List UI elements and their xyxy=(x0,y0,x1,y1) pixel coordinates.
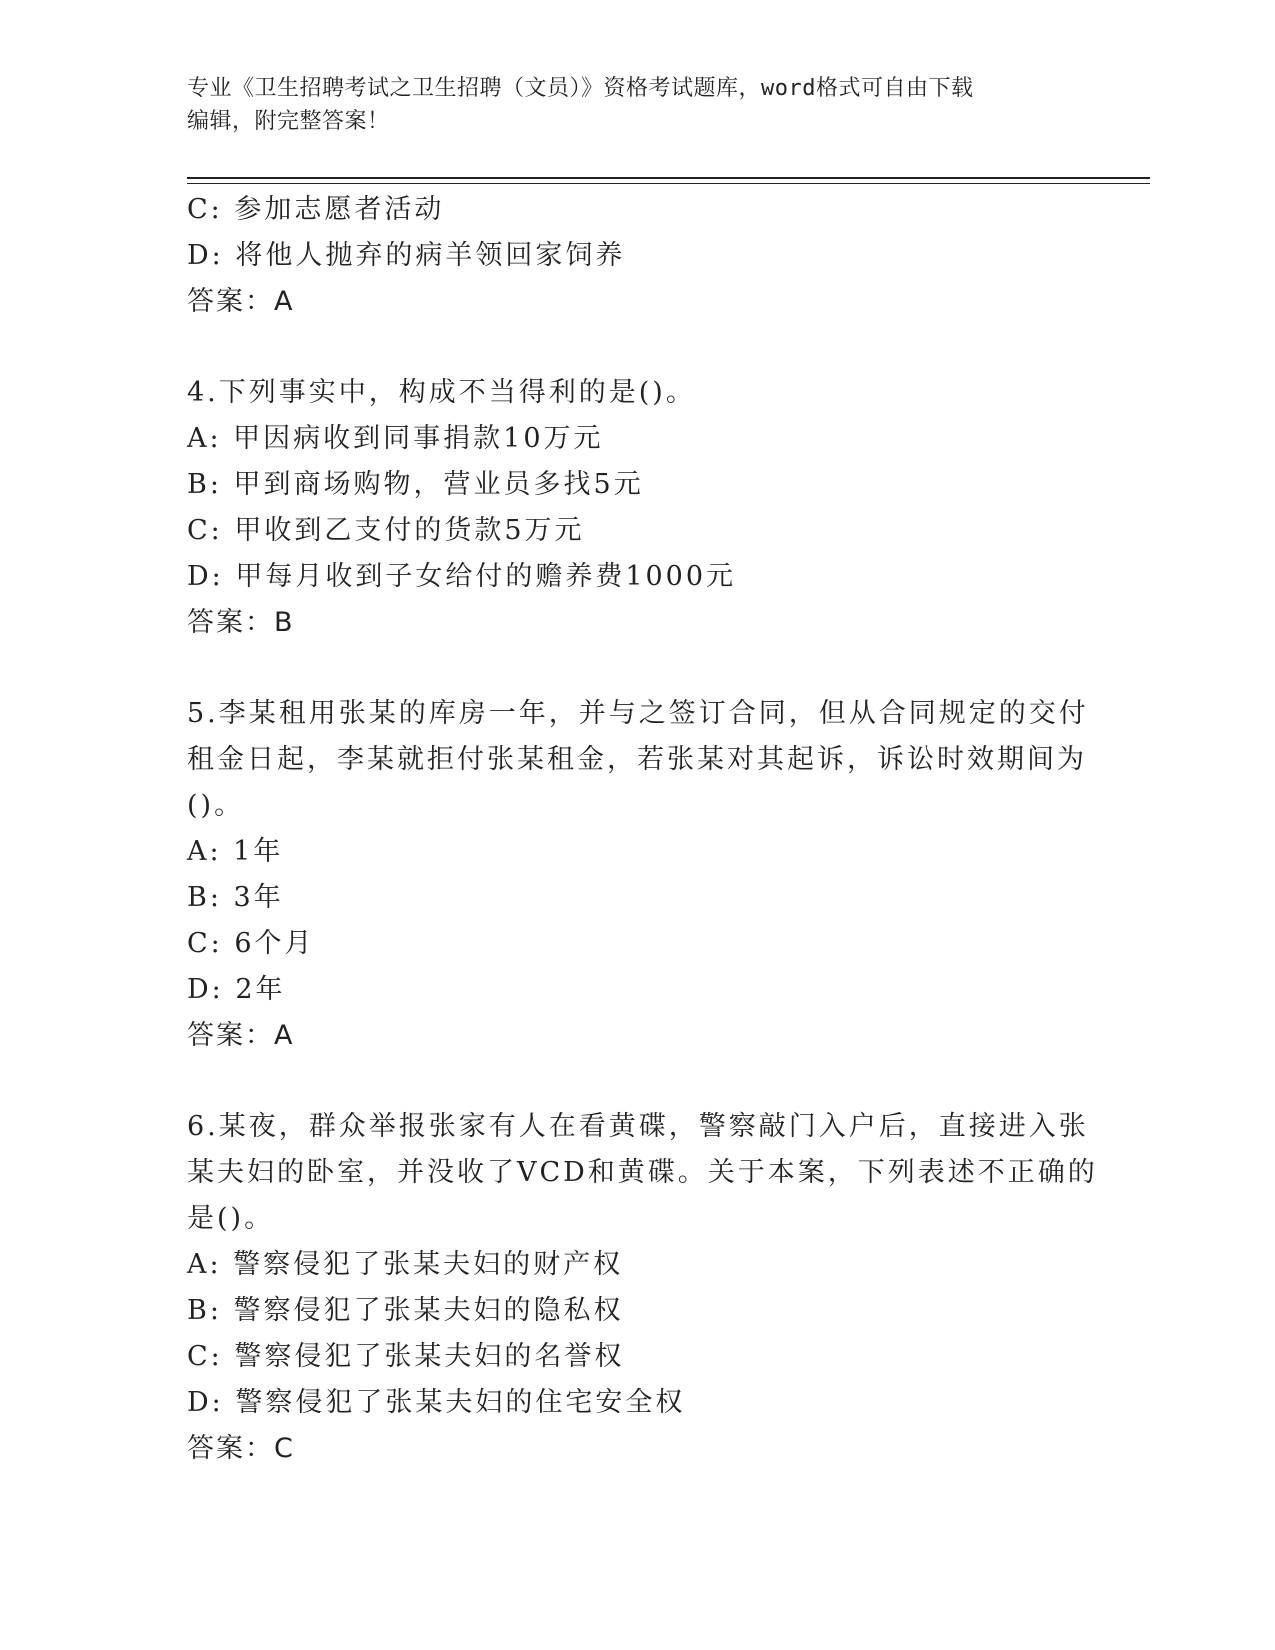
answer-label: 答案：A xyxy=(187,286,295,317)
header-line-1: 专业《卫生招聘考试之卫生招聘（文员）》资格考试题库，word格式可自由下载 xyxy=(187,76,974,101)
question-stem-line-1: 5.李某租用张某的库房一年，并与之签订合同，但从合同规定的交付 xyxy=(187,698,1089,729)
question-block-4 xyxy=(187,370,1067,646)
option-d: D: 警察侵犯了张某夫妇的住宅安全权 xyxy=(187,1387,686,1418)
answer-label: 答案：B xyxy=(187,607,295,638)
option-c: C: 6个月 xyxy=(187,928,315,959)
answer-label: 答案：C xyxy=(187,1433,295,1464)
option-c: C: 甲收到乙支付的货款5万元 xyxy=(187,515,585,546)
question-block-5 xyxy=(187,691,1089,1059)
option-a: A: 甲因病收到同事捐款10万元 xyxy=(187,423,604,454)
question-list xyxy=(187,187,1098,1472)
question-stem-line-1: 6.某夜，群众举报张家有人在看黄碟，警察敲门入户后，直接进入张 xyxy=(187,1111,1089,1142)
question-stem-line-3: 是()。 xyxy=(187,1203,275,1234)
question-block-6 xyxy=(187,1104,1098,1472)
option-b: B: 警察侵犯了张某夫妇的隐私权 xyxy=(187,1295,624,1326)
header-rule-thin xyxy=(187,183,1150,184)
option-d: D: 2年 xyxy=(187,974,286,1005)
question-block-3 xyxy=(187,187,1067,325)
question-stem: 4.下列事实中，构成不当得利的是()。 xyxy=(187,377,696,408)
document-header xyxy=(187,72,1067,138)
option-a: A: 警察侵犯了张某夫妇的财产权 xyxy=(187,1249,624,1280)
option-a: A: 1年 xyxy=(187,836,284,867)
option-d: D: 将他人抛弃的病羊领回家饲养 xyxy=(187,240,626,271)
question-stem-line-2: 某夫妇的卧室，并没收了VCD和黄碟。关于本案，下列表述不正确的 xyxy=(187,1157,1098,1188)
option-d: D: 甲每月收到子女给付的赡养费1000元 xyxy=(187,561,737,592)
option-c: C: 警察侵犯了张某夫妇的名誉权 xyxy=(187,1341,625,1372)
option-b: B: 甲到商场购物，营业员多找5元 xyxy=(187,469,644,500)
question-stem-line-3: ()。 xyxy=(187,790,245,821)
header-line-2: 编辑，附完整答案！ xyxy=(187,109,390,134)
question-stem-line-2: 租金日起，李某就拒付张某租金，若张某对其起诉，诉讼时效期间为 xyxy=(187,744,1087,775)
option-b: B: 3年 xyxy=(187,882,284,913)
answer-label: 答案：A xyxy=(187,1020,295,1051)
option-c: C: 参加志愿者活动 xyxy=(187,194,445,225)
header-rule-thick xyxy=(187,177,1150,179)
